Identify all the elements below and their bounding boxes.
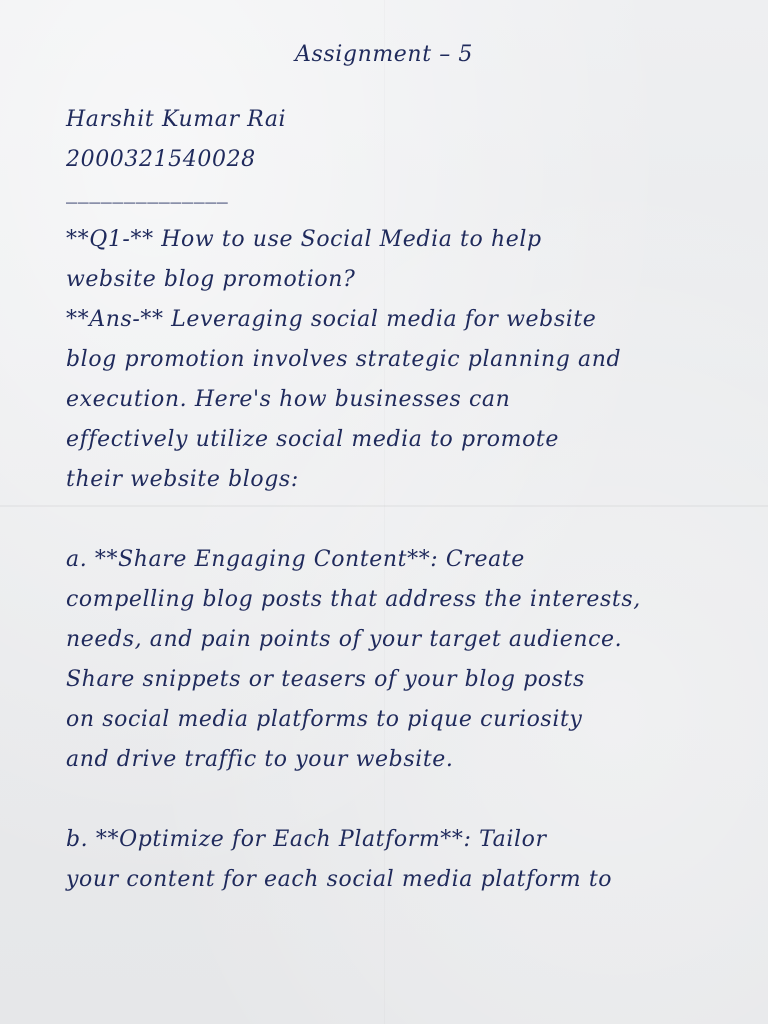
separator-line: ______________	[66, 179, 229, 204]
text-line: on social media platforms to pique curiosity	[66, 707, 583, 732]
text-line: a. **Share Engaging Content**: Create	[66, 547, 525, 572]
text-line: compelling blog posts that address the interests,	[66, 587, 641, 612]
assignment-title: Assignment – 5	[294, 42, 474, 67]
text-line: and drive traffic to your website.	[66, 747, 454, 772]
text-line: blog promotion involves strategic planning and	[66, 347, 622, 372]
text-line: **Q1-** How to use Social Media to help	[66, 227, 542, 252]
text-line: **Ans-** Leveraging social media for website	[66, 307, 597, 332]
text-line: Share snippets or teasers of your blog posts	[66, 667, 585, 692]
student-name: Harshit Kumar Rai	[66, 107, 287, 132]
text-line: execution. Here's how businesses can	[66, 387, 511, 412]
text-line: effectively utilize social media to promote	[66, 427, 559, 452]
text-line: your content for each social media platform to	[66, 867, 613, 892]
text-line: website blog promotion?	[66, 267, 356, 292]
text-line: b. **Optimize for Each Platform**: Tailor	[66, 827, 547, 852]
text-line: needs, and pain points of your target audience.	[66, 627, 623, 652]
roll-number: 2000321540028	[66, 147, 256, 172]
text-line: their website blogs:	[66, 467, 299, 492]
